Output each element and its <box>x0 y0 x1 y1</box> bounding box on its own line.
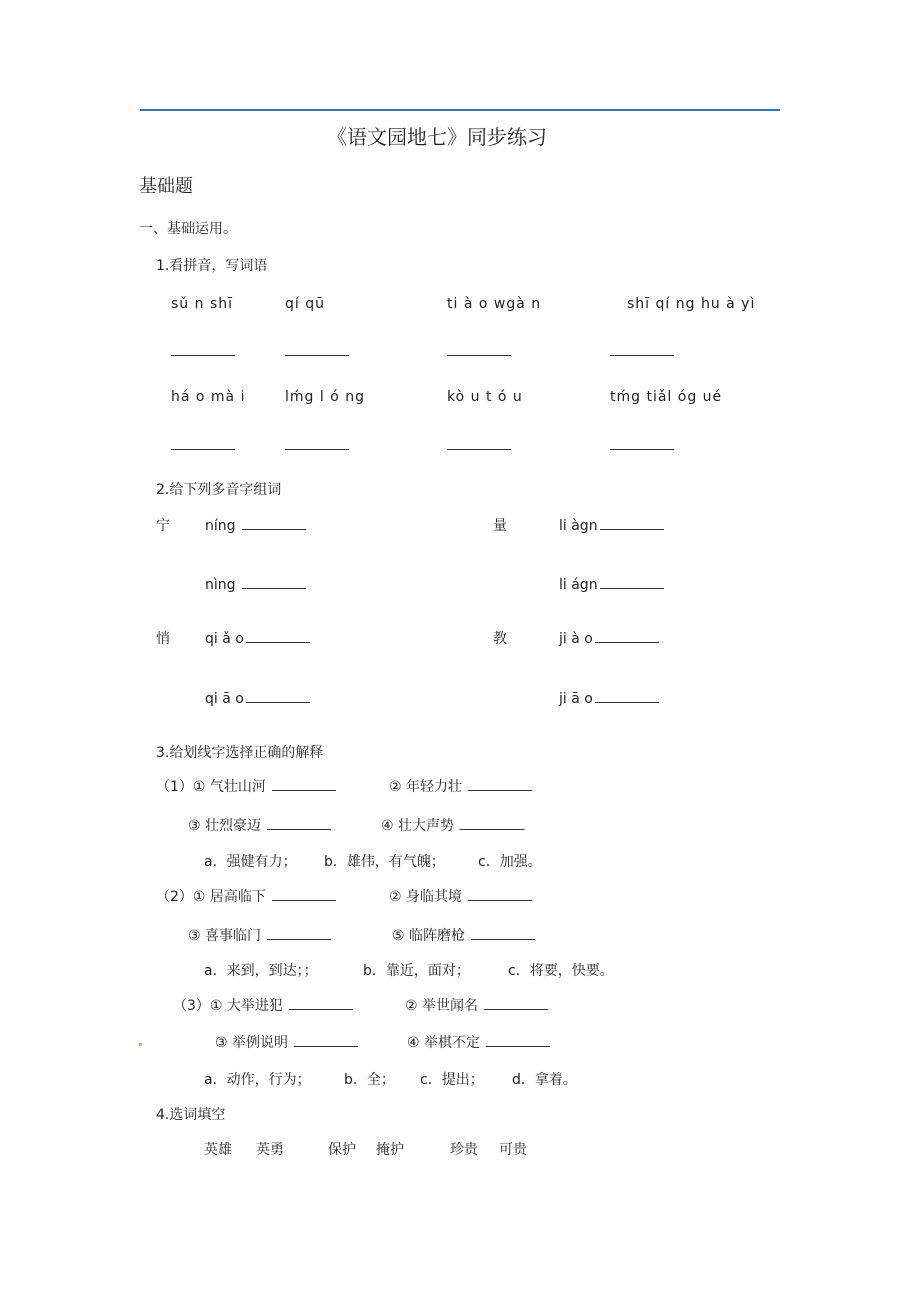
q1-pinyin-5: há o mà i <box>171 389 246 405</box>
answer-blank[interactable] <box>460 817 524 830</box>
answer-blank[interactable] <box>289 997 353 1010</box>
q1-pinyin-3: ti à o wgà n <box>447 296 542 312</box>
answer-blank[interactable] <box>272 888 336 901</box>
q3-g3-item2: ② 举世闻名 <box>405 997 548 1015</box>
q1-pinyin-1: sǔ n shī <box>171 296 233 312</box>
q2-char-jiao: 教 <box>493 631 507 647</box>
part-heading: 一、基础运用。 <box>139 221 237 237</box>
q3-g1-item2: ② 年轻力壮 <box>389 778 532 796</box>
answer-blank[interactable] <box>468 778 532 791</box>
q3-g2-opt-a: a．来到，到达；； <box>204 963 318 979</box>
answer-blank[interactable] <box>267 817 331 830</box>
q2-char-ning: 宁 <box>156 518 170 534</box>
q2-ning-p1: níng <box>205 517 306 535</box>
q3-g2-item1: （2）① 居高临下 <box>156 888 336 906</box>
q1-pinyin-4: shī qí ng hu à yì <box>627 296 756 312</box>
q4-word-6: 可贵 <box>499 1142 527 1158</box>
answer-blank[interactable] <box>447 449 511 450</box>
q3-g3-opt-d: d．拿着。 <box>512 1072 577 1088</box>
q2-qiao-p1: qi ǎ o <box>205 630 310 648</box>
q3-g3-opt-b: b．全； <box>344 1072 395 1088</box>
q3-g2-item4: ⑤ 临阵磨枪 <box>392 927 535 945</box>
q3-g3-opt-c: c．提出； <box>420 1072 484 1088</box>
q3-g3-opt-a: a．动作，行为； <box>204 1072 311 1088</box>
answer-blank[interactable] <box>610 449 674 450</box>
answer-blank[interactable] <box>285 355 349 356</box>
q2-ning-p2: nìng <box>205 576 306 594</box>
q4-word-4: 掩护 <box>376 1142 404 1158</box>
answer-blank[interactable] <box>595 630 659 643</box>
q3-g1-opt-c: c．加强。 <box>478 854 542 870</box>
answer-blank[interactable] <box>242 517 306 530</box>
answer-blank[interactable] <box>471 927 535 940</box>
q3-g2-item2: ② 身临其境 <box>389 888 532 906</box>
answer-blank[interactable] <box>171 449 235 450</box>
answer-blank[interactable] <box>294 1034 358 1047</box>
page-title: 《语文园地七》同步练习 <box>327 125 547 149</box>
q1-pinyin-6: lḿg l ó ng <box>285 389 365 405</box>
q1-pinyin-8: tḿg tiǎl óg ué <box>610 389 723 405</box>
answer-blank[interactable] <box>171 355 235 356</box>
answer-blank[interactable] <box>272 778 336 791</box>
answer-blank[interactable] <box>246 690 310 703</box>
answer-blank[interactable] <box>468 888 532 901</box>
q2-liang-p1: li àgn <box>559 517 664 535</box>
q4-label: 4.选词填空 <box>156 1107 226 1123</box>
answer-blank[interactable] <box>595 690 659 703</box>
stray-mark <box>139 1043 142 1046</box>
q3-g1-item1: （1）① 气壮山河 <box>156 778 336 796</box>
q2-label: 2.给下列多音字组词 <box>156 482 282 498</box>
q4-word-1: 英雄 <box>204 1142 232 1158</box>
q3-g1-opt-b: b．雄伟，有气魄； <box>324 854 445 870</box>
answer-blank[interactable] <box>242 576 306 589</box>
q3-g1-item4: ④ 壮大声势 <box>381 817 524 835</box>
q4-word-3: 保护 <box>328 1142 356 1158</box>
answer-blank[interactable] <box>285 449 349 450</box>
q3-g2-item3: ③ 喜事临门 <box>188 927 331 945</box>
q2-liang-p2: li ágn <box>559 576 664 594</box>
q3-label: 3.给划线字选择正确的解释 <box>156 745 324 761</box>
q4-word-5: 珍贵 <box>450 1142 478 1158</box>
q1-label: 1.看拼音，写词语 <box>156 258 268 274</box>
q2-jiao-p1: ji à o <box>559 630 659 648</box>
q3-g3-item1: （3）① 大举进犯 <box>173 997 353 1015</box>
q1-pinyin-2: qí qū <box>285 296 325 312</box>
q1-pinyin-7: kò u t ó u <box>447 389 523 405</box>
answer-blank[interactable] <box>246 630 310 643</box>
q3-g1-opt-a: a．强健有力； <box>204 854 297 870</box>
q2-char-liang: 量 <box>493 518 507 534</box>
answer-blank[interactable] <box>267 927 331 940</box>
q3-g2-opt-c: c．将要，快要。 <box>508 963 614 979</box>
answer-blank[interactable] <box>600 517 664 530</box>
section-heading: 基础题 <box>139 176 193 197</box>
q3-g2-opt-b: b．靠近，面对； <box>363 963 470 979</box>
answer-blank[interactable] <box>486 1034 550 1047</box>
answer-blank[interactable] <box>447 355 511 356</box>
q2-char-qiao: 悄 <box>156 631 170 647</box>
q3-g3-item3: ③ 举例说明 <box>215 1034 358 1052</box>
answer-blank[interactable] <box>610 355 674 356</box>
answer-blank[interactable] <box>484 997 548 1010</box>
header-rule <box>140 109 780 111</box>
q3-g3-item4: ④ 举棋不定 <box>407 1034 550 1052</box>
q4-word-2: 英勇 <box>256 1142 284 1158</box>
q3-g1-item3: ③ 壮烈豪迈 <box>188 817 331 835</box>
answer-blank[interactable] <box>600 576 664 589</box>
q2-qiao-p2: qi ā o <box>205 690 310 708</box>
q2-jiao-p2: ji ā o <box>559 690 659 708</box>
